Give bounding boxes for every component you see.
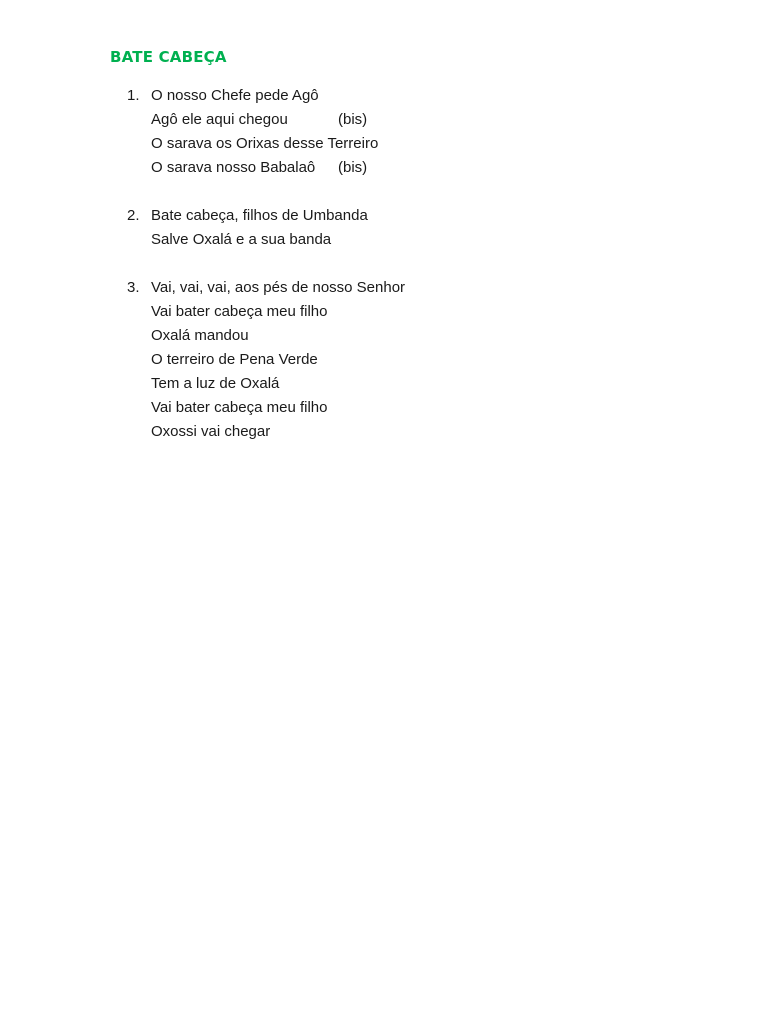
lyric-line: O terreiro de Pena Verde <box>151 351 318 368</box>
song-list <box>0 84 768 468</box>
song-number: 3. <box>127 279 140 296</box>
lyric-line: Salve Oxalá e a sua banda <box>151 231 332 248</box>
song-item-1 <box>0 84 768 180</box>
lyric-line: Vai bater cabeça meu filho <box>151 399 328 416</box>
song-lines <box>151 84 768 180</box>
song-item-3 <box>0 276 768 444</box>
repeat-mark: (bis) <box>338 111 368 128</box>
document-title: BATE CABEÇA <box>110 48 227 66</box>
lyric-line: O nosso Chefe pede Agô <box>151 87 319 104</box>
lyric-line: Vai, vai, vai, aos pés de nosso Senhor <box>151 279 406 296</box>
song-lines <box>151 204 768 252</box>
lyric-line: Agô ele aqui chegou <box>151 111 288 128</box>
lyric-line: Tem a luz de Oxalá <box>151 375 280 392</box>
lyric-line: O sarava nosso Babalaô <box>151 159 316 176</box>
song-number: 2. <box>127 207 140 224</box>
song-item-2 <box>0 204 768 252</box>
repeat-mark: (bis) <box>338 159 368 176</box>
lyric-line: Oxalá mandou <box>151 327 249 344</box>
lyric-line: Vai bater cabeça meu filho <box>151 303 328 320</box>
lyric-line: O sarava os Orixas desse Terreiro <box>151 135 379 152</box>
lyric-line: Bate cabeça, filhos de Umbanda <box>151 207 368 224</box>
song-number: 1. <box>127 87 140 104</box>
lyric-line: Oxossi vai chegar <box>151 423 271 440</box>
song-lines <box>151 276 768 444</box>
